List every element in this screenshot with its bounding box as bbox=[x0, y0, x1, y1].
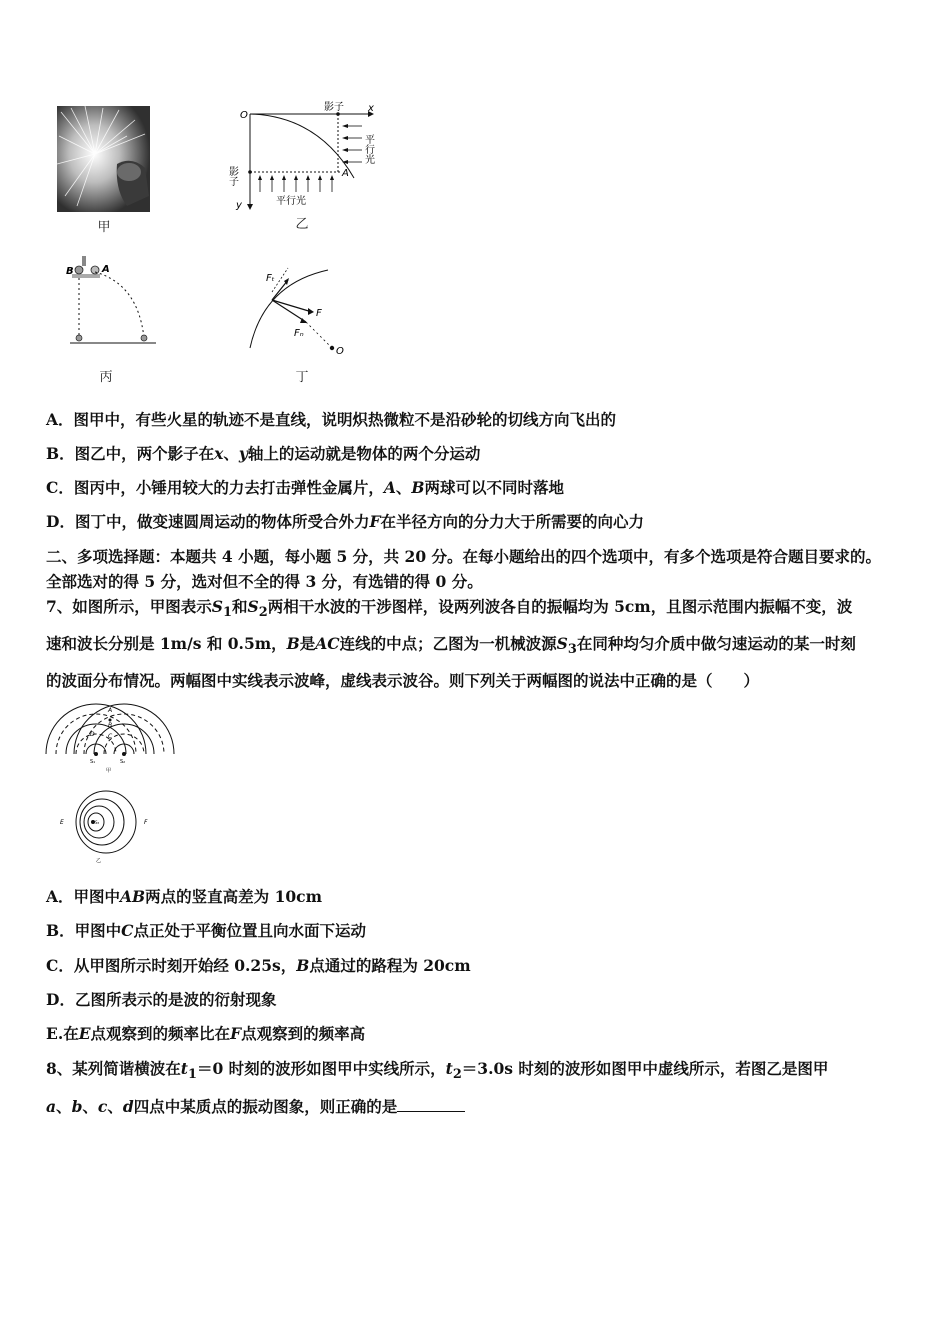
bing-label-b: B bbox=[66, 266, 74, 277]
q6-option-c: C．图丙中，小锤用较大的力去打击弹性金属片，A、B两球可以不同时落地 bbox=[46, 478, 565, 497]
q7-option-d: D．乙图所表示的是波的衍射现象 bbox=[46, 990, 277, 1009]
figure-bing-falling-balls bbox=[64, 254, 160, 348]
wave-yi-label-s3: S₃ bbox=[95, 820, 100, 825]
yi-x-label: x bbox=[368, 103, 374, 114]
figure-yi-shadow-diagram bbox=[228, 100, 388, 212]
wave-jia-caption: 甲 bbox=[106, 768, 112, 774]
ding-label-ft: Fₜ bbox=[266, 273, 275, 284]
q7-stem-line3: 的波面分布情况。两幅图中实线表示波峰，虚线表示波谷。则下列关于两幅图的说法中正确的是（ ） bbox=[46, 671, 760, 690]
yi-shadow-top-label: 影子 bbox=[324, 102, 344, 113]
bing-label-a: A bbox=[102, 264, 110, 275]
section2-heading-line1: 二、多项选择题：本题共 4 小题，每小题 5 分，共 20 分。在每小题给出的四个选项中，有多个选项是符合题目要求的。 bbox=[46, 547, 882, 566]
q8-stem-line2: a、b、c、d四点中某质点的振动图象，则正确的是 bbox=[46, 1097, 465, 1117]
q7-option-a: A．甲图中AB两点的竖直高差为 10cm bbox=[46, 887, 322, 906]
q7-option-c: C．从甲图所示时刻开始经 0.25s，B点通过的路程为 20cm bbox=[46, 956, 471, 975]
wave-yi-label-e: E bbox=[60, 819, 64, 826]
section2-heading-line2: 全部选对的得 5 分，选对但不全的得 3 分，有选错的得 0 分。 bbox=[46, 572, 483, 591]
wave-yi-caption: 乙 bbox=[96, 858, 102, 864]
wave-jia-label-s2: S₂ bbox=[120, 759, 126, 765]
q6-option-d: D．图丁中，做变速圆周运动的物体所受合外力F在半径方向的分力大于所需要的向心力 bbox=[46, 512, 644, 531]
q8-stem-line1: 8、某列简谐横波在$t_1=0$ 时刻的波形如图甲中实线所示，$t_2=3.0s$ 时刻的波形如图甲中虚线所示，若图乙是图甲 bbox=[46, 1059, 829, 1083]
q7-option-b: B．甲图中C点正处于平衡位置且向水面下运动 bbox=[46, 921, 366, 940]
wave-jia-label-b: B bbox=[108, 722, 113, 729]
figure-bing-caption: 丙 bbox=[99, 370, 113, 385]
wave-yi-label-f: F bbox=[144, 819, 148, 826]
yi-point-a-label: A bbox=[342, 168, 349, 179]
yi-y-label: y bbox=[236, 200, 242, 211]
yi-light-bottom-label: 平行光 bbox=[276, 196, 306, 207]
wave-jia-label-d: D bbox=[90, 731, 95, 738]
figure-jia-caption: 甲 bbox=[97, 220, 111, 235]
q6-option-a: A．图甲中，有些火星的轨迹不是直线，说明炽热微粒不是沿砂轮的切线方向飞出的 bbox=[46, 410, 617, 429]
figure-wave-interference bbox=[44, 702, 176, 774]
wave-jia-label-a: A bbox=[108, 707, 113, 714]
q7-option-e: E.在E点观察到的频率比在F点观察到的频率高 bbox=[46, 1024, 366, 1043]
q7-stem-line2: 速和波长分别是 1m/s 和 0.5m，B是AC连线的中点；乙图为一机械波源$S_3$在同种均匀介质中做匀速运动的某一时刻 bbox=[46, 634, 856, 658]
q7-stem-line1: 7、如图所示，甲图表示$S_1$和$S_2$两相干水波的干涉图样，设两列波各自的振幅均为 5cm，且图示范围内振幅不变，波 bbox=[46, 597, 853, 621]
ding-label-f: F bbox=[316, 308, 322, 319]
yi-light-right-label: 平行光 bbox=[362, 134, 374, 164]
yi-origin-label: O bbox=[240, 110, 248, 121]
yi-shadow-left-label: 影子 bbox=[226, 166, 238, 186]
wave-jia-label-s1: S₁ bbox=[90, 759, 96, 765]
wave-jia-label-c: C bbox=[108, 733, 113, 740]
ding-label-o: O bbox=[336, 346, 344, 357]
figure-ding-force-decomposition bbox=[244, 264, 348, 360]
figure-yi-caption: 乙 bbox=[295, 217, 309, 232]
q6-option-b: B．图乙中，两个影子在x、y轴上的运动就是物体的两个分运动 bbox=[46, 444, 481, 463]
figure-jia-sparks-photo bbox=[57, 106, 150, 212]
ding-label-fn: Fₙ bbox=[294, 328, 304, 339]
figure-ding-caption: 丁 bbox=[295, 370, 309, 385]
figure-moving-source-waves bbox=[58, 786, 154, 864]
answer-blank[interactable] bbox=[397, 1097, 465, 1112]
